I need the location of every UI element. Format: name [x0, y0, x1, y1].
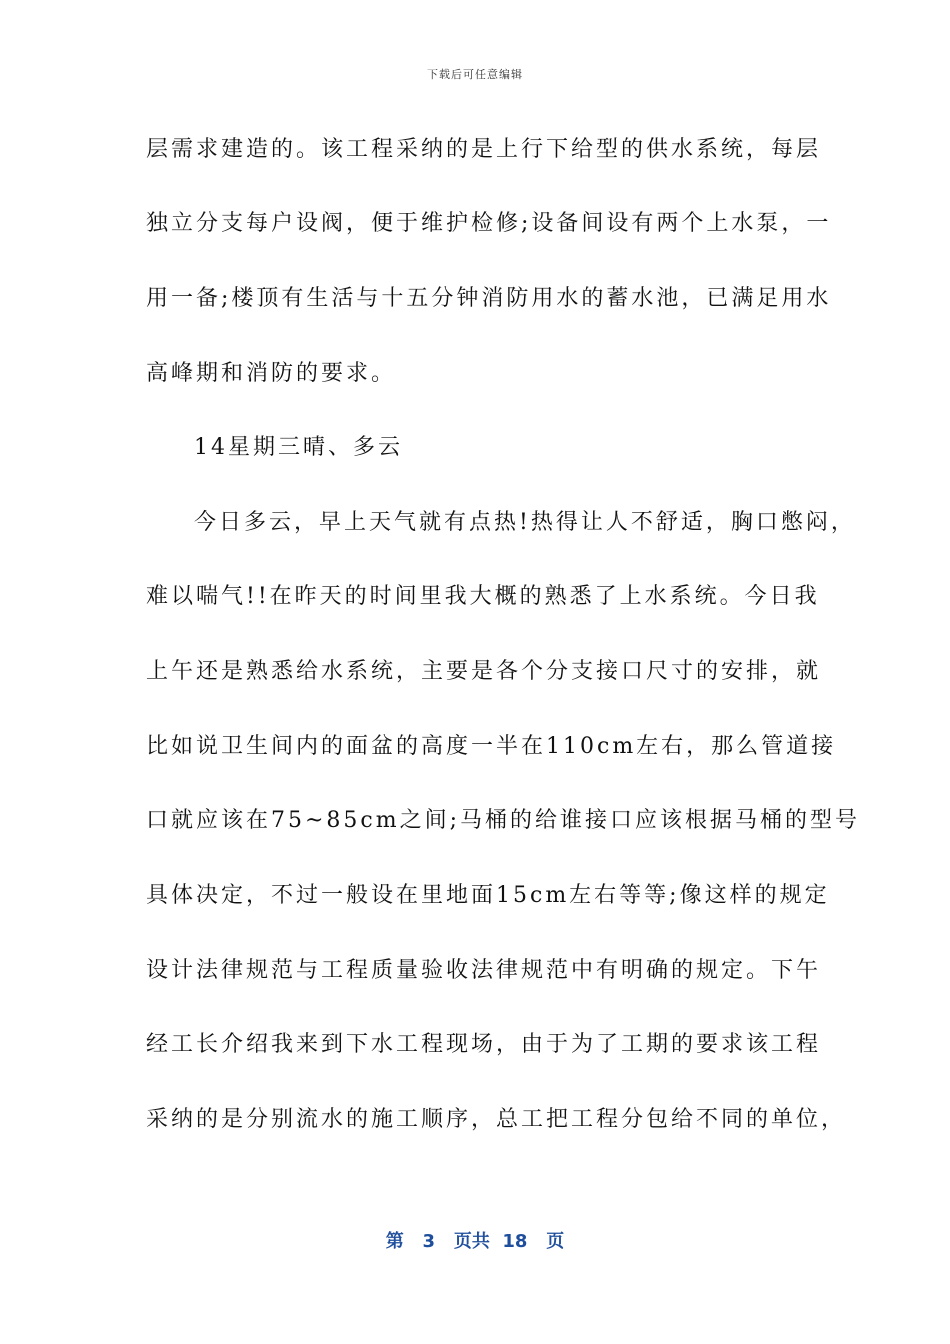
body-line-13: 经工长介绍我来到下水工程现场，由于为了工期的要求该工程	[146, 1032, 822, 1057]
body-line-6: 今日多云，早上天气就有点热!热得让人不舒适，胸口憋闷，	[194, 510, 856, 535]
body-line-1: 层需求建造的。该工程采纳的是上行下给型的供水系统，每层	[146, 137, 822, 162]
body-line-9: 比如说卫生间内的面盆的高度一半在110cm左右，那么管道接	[146, 734, 837, 759]
body-line-7: 难以喘气!!在昨天的时间里我大概的熟悉了上水系统。今日我	[146, 584, 820, 609]
body-line-4: 高峰期和消防的要求。	[146, 361, 397, 386]
page-header: 下载后可任意编辑	[427, 68, 523, 81]
total-page-count: 18	[502, 1231, 528, 1252]
page-number-footer	[0, 1227, 950, 1253]
footer-prefix: 第	[385, 1231, 404, 1252]
current-page-number: 3	[422, 1231, 436, 1252]
body-line-3: 用一备;楼顶有生活与十五分钟消防用水的蓄水池，已满足用水	[146, 286, 832, 311]
body-line-11: 具体决定，不过一般设在里地面15cm左右等等;像这样的规定	[146, 883, 830, 908]
footer-suffix: 页	[546, 1231, 565, 1252]
body-line-8: 上午还是熟悉给水系统，主要是各个分支接口尺寸的安排，就	[146, 659, 822, 684]
diary-entry-heading: 14星期三晴、多云	[194, 435, 403, 460]
body-line-2: 独立分支每户设阀，便于维护检修;设备间设有两个上水泵，一	[146, 211, 832, 236]
footer-middle: 页共	[453, 1231, 490, 1252]
body-line-10: 口就应该在75~85cm之间;马桶的给谁接口应该根据马桶的型号	[146, 808, 861, 833]
body-line-14: 采纳的是分别流水的施工顺序，总工把工程分包给不同的单位，	[146, 1107, 847, 1132]
body-line-12: 设计法律规范与工程质量验收法律规范中有明确的规定。下午	[146, 958, 822, 983]
